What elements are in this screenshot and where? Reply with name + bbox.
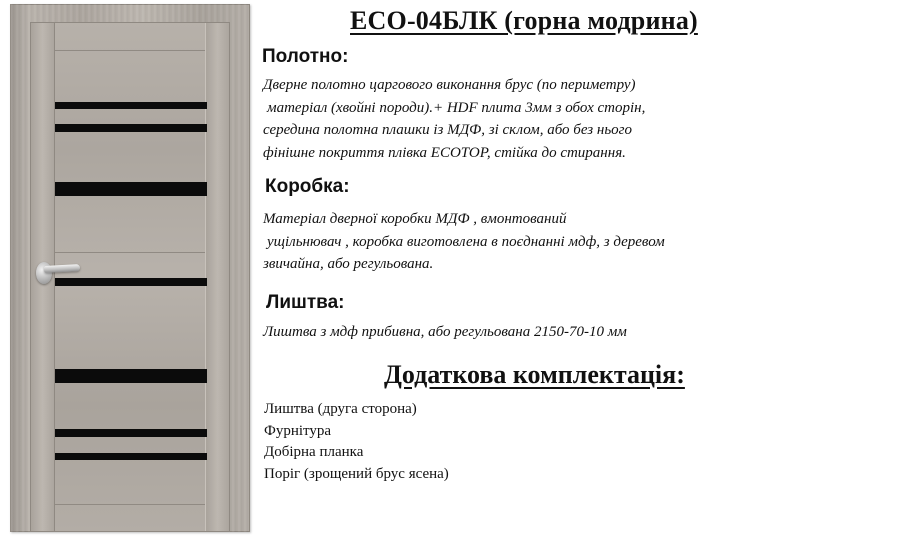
section-heading-korobka: Коробка:	[265, 176, 350, 197]
extras-item: Поріг (зрощений брус ясена)	[264, 465, 449, 482]
section-body-korobka	[263, 208, 665, 276]
extras-item: Лиштва (друга сторона)	[264, 401, 417, 417]
section-body-lyshtva	[263, 321, 627, 344]
door-glass-strip	[55, 124, 207, 132]
product-title: ЕСО-04БЛК (горна модрина)	[350, 6, 698, 35]
section-heading-lyshtva: Лиштва:	[266, 292, 345, 313]
polotno-line: Дверне полотно царгового виконання брус (по периметру)	[263, 77, 636, 93]
door-glass-strip	[55, 102, 207, 109]
door-rail-line	[55, 252, 205, 253]
extras-list	[264, 399, 449, 485]
polotno-line: фінішне покриття плівка ECOTOP, стійка до стирання.	[263, 144, 626, 161]
korobka-line: Матеріал дверної коробки МДФ , вмонтований	[263, 211, 567, 227]
polotno-line: середина полотна плашки із МДФ, зі склом, або без нього	[263, 122, 633, 138]
section-body-polotno	[263, 74, 645, 164]
door-image	[10, 4, 250, 532]
korobka-line: звичайна, або регульована.	[263, 256, 434, 272]
door-glass-strip	[55, 278, 207, 286]
lyshtva-line: Лиштва з мдф прибивна, або регульована 2150-70-10 мм	[263, 324, 627, 340]
door-rail-line	[55, 504, 205, 505]
door-rail-line	[55, 50, 205, 51]
door-glass-strip	[55, 182, 207, 196]
door-glass-strip	[55, 369, 207, 383]
korobka-line: ущільнювач , коробка виготовлена в поєднанні мдф, з деревом	[267, 233, 665, 250]
door-glass-strip	[55, 453, 207, 460]
polotno-line: матеріал (хвойні породи).+ HDF плита 3мм з обох сторін,	[267, 99, 646, 116]
extras-item: Добірна планка	[264, 444, 364, 460]
door-glass-strip	[55, 429, 207, 437]
section-heading-polotno: Полотно:	[262, 46, 349, 67]
extras-heading: Додаткова комплектація:	[384, 360, 685, 389]
extras-item: Фурнітура	[264, 422, 332, 439]
